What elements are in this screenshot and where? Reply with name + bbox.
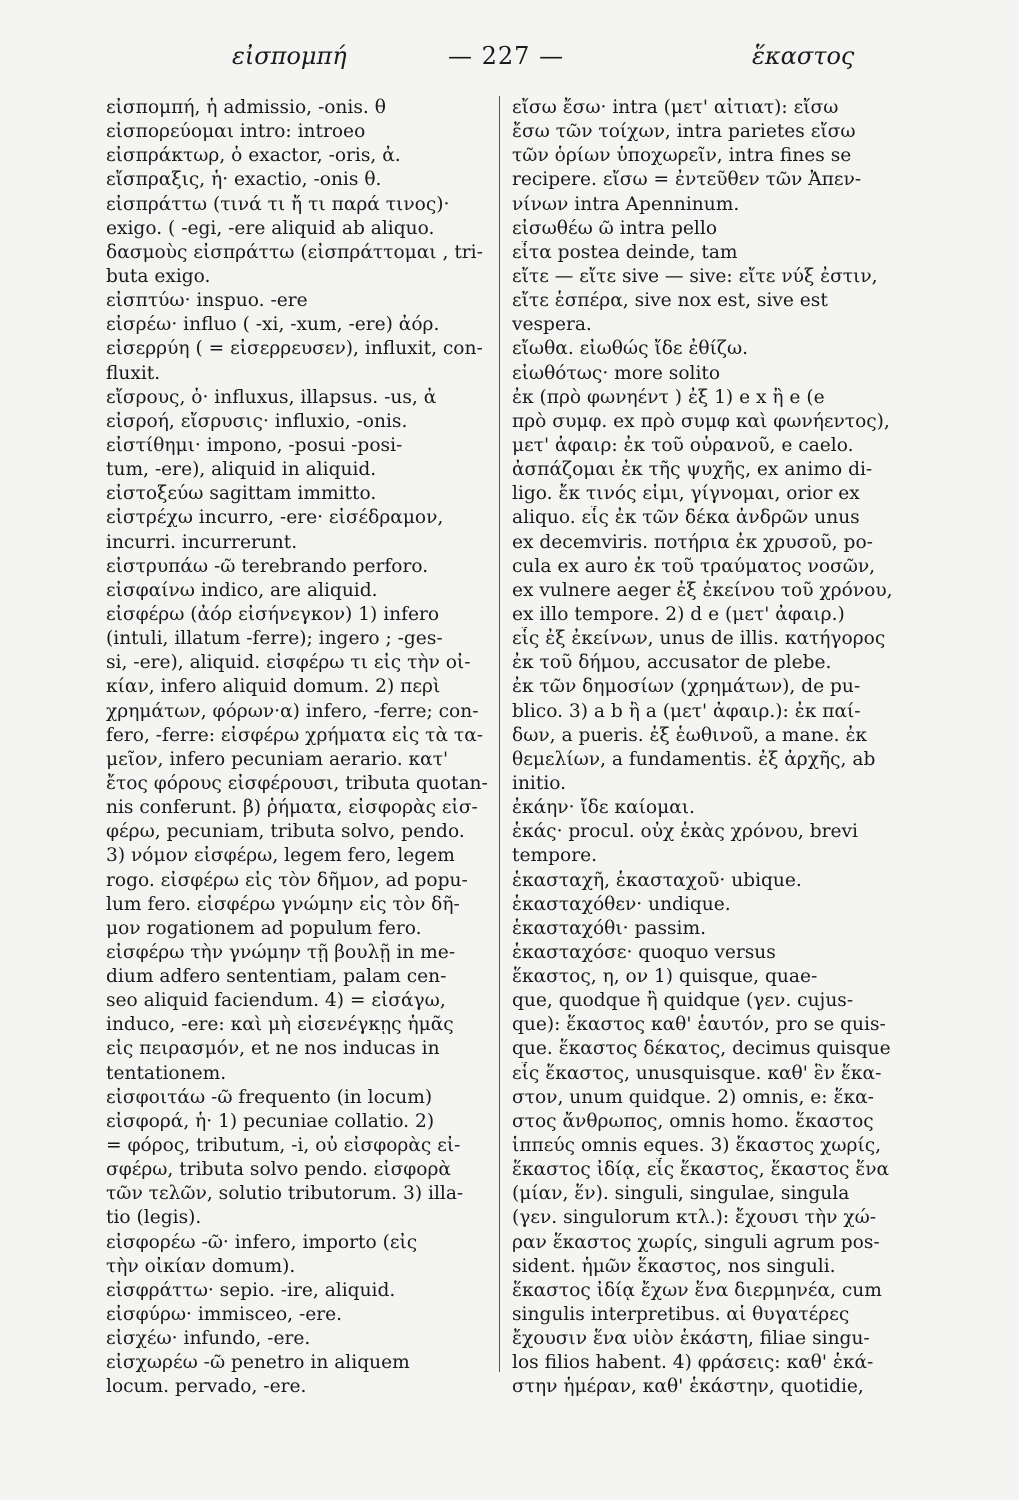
dictionary-line: ἔχουσιν ἕνα υἱὸν ἑκάστη, filiae singu- bbox=[512, 1328, 870, 1350]
dictionary-line: que): ἕκαστος καθ' ἑαυτόν, pro se quis- bbox=[512, 1014, 886, 1036]
dictionary-line: (intuli, illatum -ferre); ingero ; -ges- bbox=[106, 628, 443, 650]
dictionary-line: εἰσφορέω -ῶ· infero, importo (εἰς bbox=[106, 1231, 418, 1253]
dictionary-line: ἑκασταχῆ, ἑκασταχοῦ· ubique. bbox=[512, 869, 802, 891]
dictionary-line: ἕκαστος ἰδίᾳ, εἷς ἕκαστος, ἕκαστος ἕνα bbox=[512, 1159, 890, 1181]
dictionary-line: στην ἡμέραν, καθ' ἑκάστην, quotidie, bbox=[512, 1376, 864, 1398]
dictionary-line: fluxit. bbox=[106, 362, 161, 384]
dictionary-line: cula ex auro ἐκ τοῦ τραύματος νοσῶν, bbox=[512, 555, 876, 577]
dictionary-line: tentationem. bbox=[106, 1062, 227, 1084]
dictionary-line: τῶν τελῶν, solutio tributorum. 3) illa- bbox=[106, 1183, 464, 1205]
dictionary-line: εἰς πειρασμόν, et ne nos inducas in bbox=[106, 1038, 440, 1060]
dictionary-line: seo aliquid faciendum. 4) = εἰσάγω, bbox=[106, 990, 446, 1012]
dictionary-line: εἰσφοιτάω -ῶ frequento (in locum) bbox=[106, 1086, 433, 1108]
dictionary-line: εἴτε — εἴτε sive — sive: εἴτε νύξ ἐστιν, bbox=[512, 265, 878, 287]
dictionary-line: buta exigo. bbox=[106, 265, 211, 287]
dictionary-line: εἰσφράττω· sepio. -ire, aliquid. bbox=[106, 1279, 396, 1301]
dictionary-line: ραν ἕκαστος χωρίς, singuli agrum pos- bbox=[512, 1231, 880, 1253]
dictionary-line: ἀσπάζομαι ἐκ τῆς ψυχῆς, ex animo di- bbox=[512, 459, 873, 481]
dictionary-line: δων, a pueris. ἐξ ἑωθινοῦ, a mane. ἐκ bbox=[512, 724, 868, 746]
dictionary-line: τῶν ὁρίων ὑποχωρεῖν, intra fines se bbox=[512, 145, 852, 167]
dictionary-line: singulis interpretibus. αἱ θυγατέρες bbox=[512, 1304, 850, 1326]
dictionary-line: κίαν, infero aliquid domum. 2) περὶ bbox=[106, 676, 441, 698]
dictionary-line: εἰσωθέω ῶ intra pello bbox=[512, 217, 718, 239]
dictionary-line: (γεν. singulorum κτλ.): ἔχουσι τὴν χώ- bbox=[512, 1207, 877, 1229]
dictionary-line: ἐκάην· ἴδε καίομαι. bbox=[512, 797, 695, 819]
dictionary-line: εἰωθότως· more solito bbox=[512, 362, 721, 384]
dictionary-line: exigo. ( -egi, -ere aliquid ab aliquo. bbox=[106, 217, 435, 239]
dictionary-line: fero, -ferre: εἰσφέρω χρήματα εἰς τὰ τα- bbox=[106, 724, 484, 746]
dictionary-line: ἕκαστος ἰδίᾳ ἔχων ἕνα διερμηνέα, cum bbox=[512, 1279, 882, 1301]
dictionary-line: εἶτα postea deinde, tam bbox=[512, 241, 738, 263]
dictionary-line: aliquo. εἷς ἐκ τῶν δέκα ἀνδρῶν unus bbox=[512, 507, 860, 529]
dictionary-line: εἴσπραξις, ἡ· exactio, -onis θ. bbox=[106, 169, 382, 191]
dictionary-line: εἰσπομπή, ἡ admissio, -onis. θ bbox=[106, 97, 386, 118]
dictionary-line: blico. 3) a b ἢ a (μετ' ἀφαιρ.): ἐκ παί- bbox=[512, 700, 861, 722]
dictionary-line: εἰσπράκτωρ, ὁ exactor, -oris, ἀ. bbox=[106, 145, 401, 167]
dictionary-line: que, quodque ἢ quidque (γεν. cujus- bbox=[512, 990, 854, 1012]
dictionary-line: lum fero. εἰσφέρω γνώμην εἰς τὸν δῆ- bbox=[106, 893, 460, 915]
page-number: — 227 — bbox=[448, 42, 565, 70]
dictionary-line: ἑκασταχόθεν· undique. bbox=[512, 893, 731, 915]
dictionary-line: εἰσπτύω· inspuo. -ere bbox=[106, 290, 308, 312]
dictionary-line: πρὸ συμφ. ex πρὸ συμφ καὶ φωνήεντος), bbox=[512, 410, 890, 432]
dictionary-line: 3) νόμον εἰσφέρω, legem fero, legem bbox=[106, 845, 455, 867]
dictionary-line: μετ' ἀφαιρ: ἐκ τοῦ οὐρανοῦ, e caelo. bbox=[512, 434, 854, 456]
dictionary-line: locum. pervado, -ere. bbox=[106, 1376, 307, 1398]
dictionary-line: ἐκ (πρὸ φωνηέντ ) ἐξ 1) e x ἢ e (e bbox=[512, 386, 825, 408]
dictionary-line: εἰσρέω· influo ( -xi, -xum, -ere) ἀόρ. bbox=[106, 314, 440, 336]
dictionary-line: εἰσφαίνω indico, are aliquid. bbox=[106, 579, 378, 601]
dictionary-line: tum, -ere), aliquid in aliquid. bbox=[106, 459, 377, 481]
dictionary-line: μον rogationem ad populum fero. bbox=[106, 917, 422, 939]
dictionary-line: εἰστίθημι· impono, -posui -posi- bbox=[106, 434, 403, 456]
dictionary-line: incurri. incurrerunt. bbox=[106, 531, 298, 553]
dictionary-line: εἷς ἕκαστος, unusquisque. καθ' ἓν ἕκα- bbox=[512, 1062, 882, 1084]
dictionary-line: ex vulnere aeger ἐξ ἐκείνου τοῦ χρόνου, bbox=[512, 579, 893, 601]
column-divider bbox=[499, 96, 500, 1372]
dictionary-line: recipere. εἴσω = ἐντεῦθεν τῶν Ἀπεν- bbox=[512, 169, 862, 191]
dictionary-line: initio. bbox=[512, 772, 567, 794]
dictionary-line: = φόρος, tributum, -i, οὐ εἰσφορὰς εἰ- bbox=[106, 1135, 461, 1157]
dictionary-line: εἰσπράττω (τινά τι ἤ τι παρά τινος)· bbox=[106, 193, 450, 215]
header-left-word: εἰσπομπή bbox=[232, 42, 347, 70]
dictionary-line: νίνων intra Apenninum. bbox=[512, 193, 740, 215]
dictionary-line: στος ἄνθρωπος, omnis homo. ἕκαστος bbox=[512, 1110, 874, 1132]
dictionary-line: εἰστοξεύω sagittam immitto. bbox=[106, 483, 377, 505]
page-header bbox=[0, 42, 1019, 82]
dictionary-line: εἴτε ἑσπέρα, sive nox est, sive est bbox=[512, 290, 828, 312]
dictionary-line: ἑκάς· procul. οὐχ ἑκὰς χρόνου, brevi bbox=[512, 821, 858, 843]
dictionary-line: ἱππεύς omnis eques. 3) ἕκαστος χωρίς, bbox=[512, 1135, 882, 1157]
dictionary-line: rogo. εἰσφέρω εἰς τὸν δῆμον, ad popu- bbox=[106, 869, 468, 891]
dictionary-line: στον, unum quidque. 2) omnis, e: ἕκα- bbox=[512, 1086, 874, 1108]
dictionary-line: ex decemviris. ποτήρια ἐκ χρυσοῦ, po- bbox=[512, 531, 873, 553]
dictionary-line: εἰσροή, εἴσρυσις· influxio, -onis. bbox=[106, 410, 408, 432]
dictionary-line: σφέρω, tributa solvo pendo. εἰσφορὰ bbox=[106, 1159, 451, 1181]
dictionary-line: φέρω, pecuniam, tributa solvo, pendo. bbox=[106, 821, 465, 843]
dictionary-line: ex illo tempore. 2) d e (μετ' ἀφαιρ.) bbox=[512, 603, 845, 625]
dictionary-line: εἰστρέχω incurro, -ere· εἰσέδραμον, bbox=[106, 507, 444, 529]
right-column bbox=[512, 96, 904, 1400]
header-right-word: ἕκαστος bbox=[752, 42, 855, 70]
dictionary-line: τὴν οἰκίαν domum). bbox=[106, 1255, 296, 1277]
dictionary-line: vespera. bbox=[512, 314, 592, 336]
dictionary-line: los filios habent. 4) φράσεις: καθ' ἑκά- bbox=[512, 1352, 874, 1374]
dictionary-line: ligo. ἔκ τινός εἰμι, γίγνομαι, orior ex bbox=[512, 483, 860, 505]
dictionary-line: εἰσφύρω· immisceo, -ere. bbox=[106, 1304, 343, 1326]
dictionary-line: (μίαν, ἕν). singuli, singulae, singula bbox=[512, 1183, 850, 1205]
dictionary-line: χρημάτων, φόρων·α) infero, -ferre; con- bbox=[106, 700, 479, 722]
dictionary-line: ἑκασταχόθι· passim. bbox=[512, 917, 707, 939]
dictionary-line: εἷς ἐξ ἐκείνων, unus de illis. κατήγορος bbox=[512, 628, 886, 650]
dictionary-line: tempore. bbox=[512, 845, 598, 867]
dictionary-line: εἰσφορά, ἡ· 1) pecuniae collatio. 2) bbox=[106, 1110, 435, 1132]
dictionary-line: εἰσπορεύομαι intro: introeo bbox=[106, 121, 366, 143]
dictionary-line: θεμελίων, a fundamentis. ἐξ ἀρχῆς, ab bbox=[512, 748, 876, 770]
dictionary-line: εἰσχωρέω -ῶ penetro in aliquem bbox=[106, 1352, 410, 1374]
dictionary-line: ἐκ τοῦ δήμου, accusator de plebe. bbox=[512, 652, 832, 674]
left-column bbox=[106, 96, 491, 1400]
dictionary-line: εἴωθα. εἰωθώς ἴδε ἐθίζω. bbox=[512, 338, 749, 360]
dictionary-line: dium adfero sententiam, palam cen- bbox=[106, 966, 447, 988]
dictionary-line: εἰσφέρω τὴν γνώμην τῇ βουλῇ in me- bbox=[106, 941, 456, 963]
dictionary-line: ἑκασταχόσε· quoquo versus bbox=[512, 941, 776, 963]
dictionary-line: ἐκ τῶν δημοσίων (χρημάτων), de pu- bbox=[512, 676, 861, 698]
dictionary-line: ἔτος φόρους εἰσφέρουσι, tributa quotan- bbox=[106, 772, 488, 794]
dictionary-line: sident. ἡμῶν ἕκαστος, nos singuli. bbox=[512, 1255, 836, 1277]
dictionary-line: nis conferunt. β) ῥήματα, εἰσφορὰς εἰσ- bbox=[106, 797, 478, 819]
dictionary-line: δασμοὺς εἰσπράττω (εἰσπράττομαι , tri- bbox=[106, 241, 483, 263]
dictionary-line: ἕκαστος, η, ον 1) quisque, quae- bbox=[512, 966, 818, 988]
dictionary-line: εἴσω ἔσω· intra (μετ' αἰτιατ): εἴσω bbox=[512, 97, 839, 118]
dictionary-line: εἰστρυπάω -ῶ terebrando perforo. bbox=[106, 555, 429, 577]
dictionary-line: ἔσω τῶν τοίχων, intra parietes εἴσω bbox=[512, 121, 856, 143]
dictionary-line: μεῖον, infero pecuniam aerario. κατ' bbox=[106, 748, 449, 770]
dictionary-line: si, -ere), aliquid. εἰσφέρω τι εἰς τὴν οἰ- bbox=[106, 652, 471, 674]
dictionary-line: induco, -ere: καὶ μὴ εἰσενέγκῃς ἡμᾶς bbox=[106, 1014, 454, 1036]
dictionary-line: εἴσρους, ὁ· influxus, illapsus. -us, ἀ bbox=[106, 386, 437, 408]
dictionary-line: εἰσερρύη ( = εἰσερρευσεν), influxit, con- bbox=[106, 338, 483, 360]
dictionary-line: que. ἕκαστος δέκατος, decimus quisque bbox=[512, 1038, 891, 1060]
dictionary-line: εἰσφέρω (ἀόρ εἰσήνεγκον) 1) infero bbox=[106, 603, 440, 625]
dictionary-line: εἰσχέω· infundo, -ere. bbox=[106, 1328, 311, 1350]
dictionary-line: tio (legis). bbox=[106, 1207, 202, 1229]
